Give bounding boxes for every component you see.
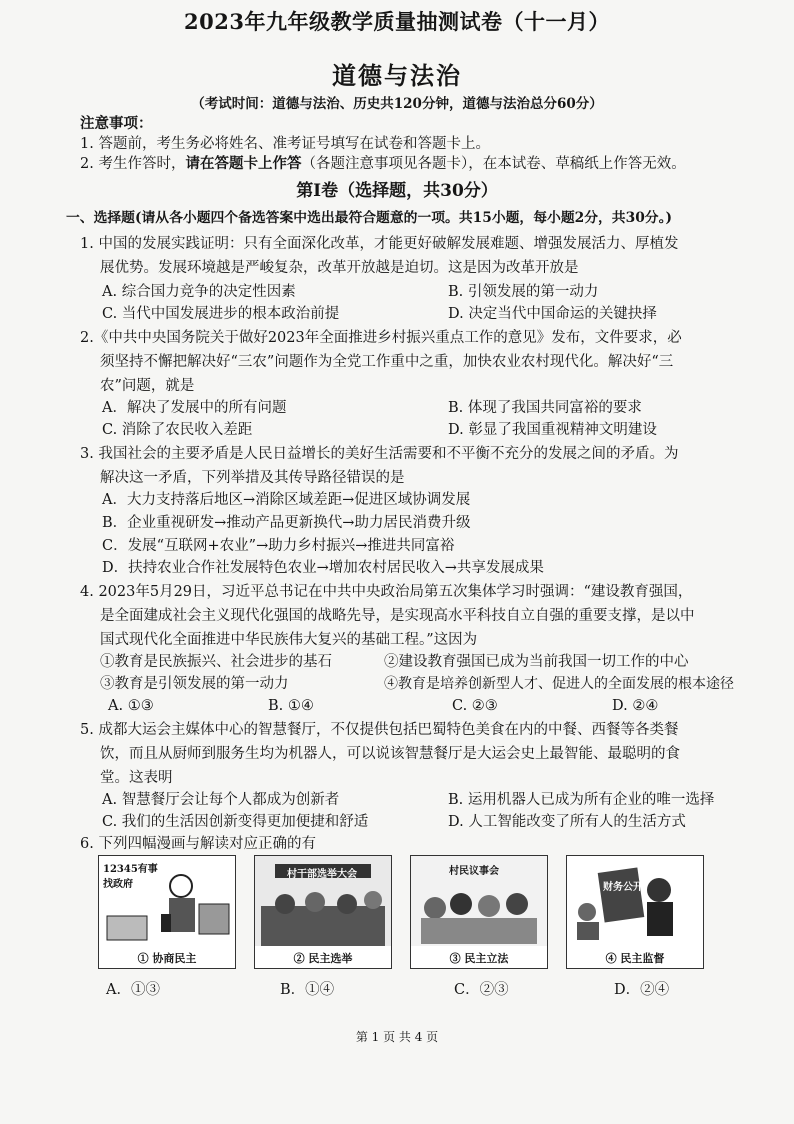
q4-statement-4: ④教育是培养创新型人才、促进人的全面发展的根本途径 [384, 676, 734, 692]
comic-2-tag: 村干部选举大会 [287, 869, 357, 880]
comic-1 [98, 855, 236, 969]
q4-statement-3: ③教育是引领发展的第一动力 [100, 676, 289, 692]
notes-item-1: 1. 答题前，考生务必将姓名、准考证号填写在试卷和答题卡上。 [80, 136, 490, 152]
q5-option-a: A. 智慧餐厅会让每个人都成为创新者 [102, 792, 340, 808]
q6-option-d: D．②④ [614, 982, 670, 998]
q1-option-d: D. 决定当代中国命运的关键抉择 [448, 306, 657, 322]
q2-option-a: A．解决了发展中的所有问题 [102, 400, 287, 416]
q2-option-c: C. 消除了农民收入差距 [102, 422, 253, 438]
q3-option-c: C．发展“互联网+农业”→助力乡村振兴→推进共同富裕 [102, 538, 455, 554]
q4-line-3: 国式现代化全面推进中华民族伟大复兴的基础工程。”这因为 [100, 632, 478, 648]
q5-line-1: 5. 成都大运会主媒体中心的智慧餐厅，不仅提供包括巴蜀特色美食在内的中餐、西餐等各类餐 [80, 722, 679, 738]
q4-option-b: B. ①④ [268, 698, 314, 714]
exam-info: （考试时间：道德与法治、历史共120分钟，道德与法治总分60分） [191, 96, 603, 112]
notes-item-2-a: 2. 考生作答时， [80, 156, 186, 172]
q2-line-3: 农”问题，就是 [100, 378, 195, 394]
notes-item-2-c: （各题注意事项见各题卡），在本试卷、草稿纸上作答无效。 [301, 156, 686, 172]
comic-2-caption: ② 民主选举 [293, 952, 353, 965]
q3-option-d: D．扶持农业合作社发展特色农业→增加农村居民收入→共享发展成果 [102, 560, 544, 576]
q5-line-3: 堂。这表明 [100, 770, 173, 786]
q2-line-2: 须坚持不懈把解决好“三农”问题作为全党工作重中之重，加快农业农村现代化。解决好“三 [100, 354, 674, 370]
exam-title: 2023年九年级教学质量抽测试卷（十一月） [184, 9, 610, 34]
comic-2 [254, 855, 392, 969]
q4-statement-2: ②建设教育强国已成为当前我国一切工作的中心 [384, 654, 689, 670]
comic-4-caption: ④ 民主监督 [605, 952, 665, 965]
notes-heading: 注意事项： [80, 115, 153, 132]
q4-line-1: 4. 2023年5月29日，习近平总书记在中共中央政治局第五次集体学习时强调：“建设教育强国， [80, 584, 693, 600]
q2-option-d: D. 彰显了我国重视精神文明建设 [448, 422, 657, 438]
comic-3 [410, 855, 548, 969]
q4-statement-1: ①教育是民族振兴、社会进步的基石 [100, 654, 332, 670]
comic-4-tag: 财务公开 [603, 882, 643, 893]
comic-3-caption: ③ 民主立法 [449, 952, 509, 965]
subject-title: 道德与法治 [332, 61, 462, 90]
q1-option-b: B. 引领发展的第一动力 [448, 284, 599, 300]
q4-line-2: 是全面建成社会主义现代化强国的战略先导，是实现高水平科技自立自强的重要支撑，是以中 [100, 608, 695, 624]
comic-3-tag: 村民议事会 [449, 866, 499, 877]
section-title: 第Ⅰ卷（选择题，共30分） [296, 181, 498, 201]
q5-option-c: C. 我们的生活因创新变得更加便捷和舒适 [102, 814, 369, 830]
q1-line-1: 1. 中国的发展实践证明：只有全面深化改革，才能更好破解发展难题、增强发展活力、厚植发 [80, 236, 679, 252]
comic-4 [566, 855, 704, 969]
q4-option-d: D. ②④ [612, 698, 659, 714]
q5-line-2: 饮，而且从厨师到服务生均为机器人，可以说该智慧餐厅是大运会史上最智能、最聪明的食 [100, 746, 680, 762]
q5-option-d: D. 人工智能改变了所有人的生活方式 [448, 814, 686, 830]
comic-1-caption: ① 协商民主 [137, 952, 197, 965]
q3-option-a: A．大力支持落后地区→消除区域差距→促进区域协调发展 [102, 492, 471, 508]
q3-line-2: 解决这一矛盾，下列举措及其传导路径错误的是 [100, 470, 405, 486]
q6-option-c: C．②③ [454, 982, 509, 998]
q1-option-c: C. 当代中国发展进步的根本政治前提 [102, 306, 340, 322]
q4-option-a: A. ①③ [108, 698, 154, 714]
q6-option-b: B．①④ [280, 982, 335, 998]
q2-line-1: 2.《中共中央国务院关于做好2023年全面推进乡村振兴重点工作的意见》发布，文件要求，必 [80, 330, 682, 346]
q6-option-a: A．①③ [106, 982, 160, 998]
q3-line-1: 3. 我国社会的主要矛盾是人民日益增长的美好生活需要和不平衡不充分的发展之间的矛盾。为 [80, 446, 679, 462]
q3-option-b: B．企业重视研发→推动产品更新换代→助力居民消费升级 [102, 515, 471, 531]
q1-option-a: A. 综合国力竞争的决定性因素 [102, 284, 296, 300]
comic-4-illustration [567, 856, 703, 946]
q5-option-b: B. 运用机器人已成为所有企业的唯一选择 [448, 792, 715, 808]
q6-line-1: 6. 下列四幅漫画与解读对应正确的有 [80, 836, 316, 852]
notes-item-2 [80, 154, 686, 174]
q2-option-b: B. 体现了我国共同富裕的要求 [448, 400, 642, 416]
notes-item-2-b: 请在答题卡上作答 [185, 155, 302, 172]
q4-option-c: C. ②③ [452, 698, 498, 714]
section-instruction: 一、选择题(请从各小题四个备选答案中选出最符合题意的一项。共15小题，每小题2分，共30分。) [66, 210, 673, 226]
page-footer: 第 1 页 共 4 页 [355, 1030, 439, 1044]
q1-line-2: 展优势。发展环境越是严峻复杂，改革开放越是迫切。这是因为改革开放是 [100, 260, 579, 276]
comic-strip [98, 855, 708, 967]
comic-1-tag: 12345有事找政府 [103, 864, 158, 890]
